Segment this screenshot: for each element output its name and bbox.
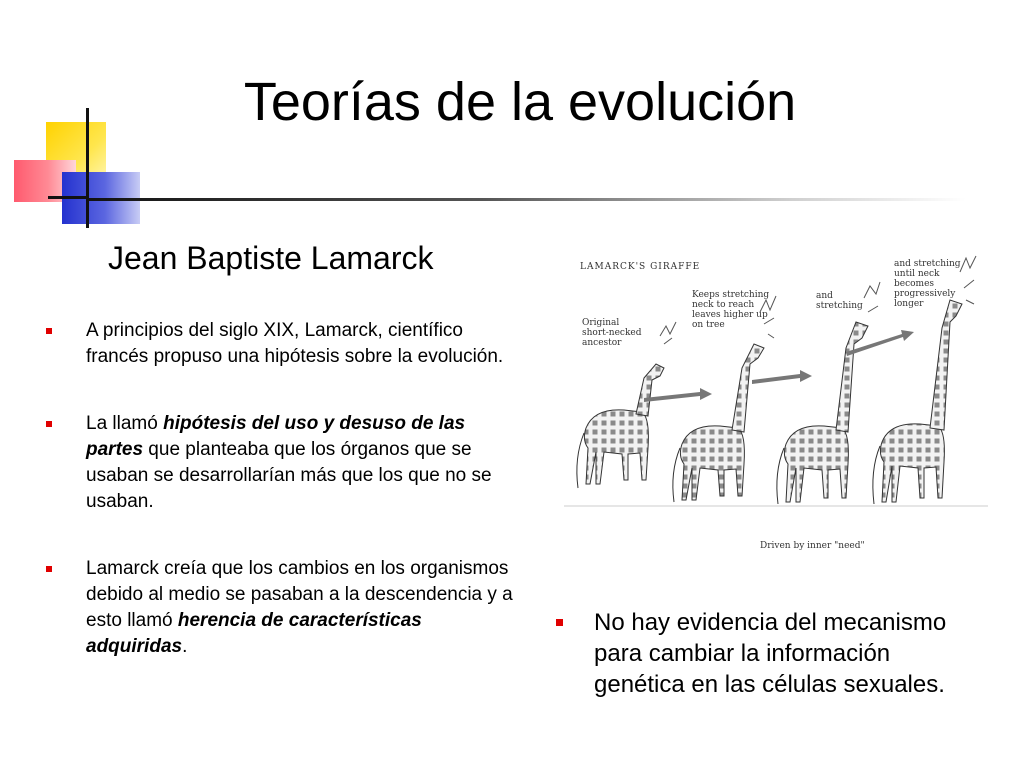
slide-title: Teorías de la evolución <box>243 72 797 132</box>
bullet-marker <box>46 421 52 427</box>
bullet-text-post: que planteaba que los órganos que se usaban se desarrollarían más que los que no se usaban. <box>86 439 492 512</box>
figure-bottom-caption: Driven by inner "need" <box>760 541 865 551</box>
slide-subtitle: Jean Baptiste Lamarck <box>108 240 434 276</box>
giraffe-1 <box>577 364 664 488</box>
bullet-list <box>46 318 516 701</box>
bullet-text: No hay evidencia del mecanismo para cambiar la información genética en las células sexuales. <box>594 609 947 698</box>
progression-arrows <box>644 330 914 402</box>
bullet-item <box>46 318 516 370</box>
bullet-marker <box>46 566 52 572</box>
figure-title: LAMARCK'S GIRAFFE <box>580 262 701 272</box>
decor-vertical-line <box>86 108 89 228</box>
bullet-text-pre: Lamarck creía que los cambios en los organismos debido al medio se pasaban a la descendencia y a esto llamó <box>86 558 513 631</box>
bullet-text-post: . <box>182 636 188 657</box>
bullet-marker <box>46 328 52 334</box>
right-bullet-list <box>556 607 976 700</box>
figure-caption: and stretching until neck becomes progressively longer <box>894 259 961 309</box>
bullet-emphasis: hipótesis del uso y desuso de las partes <box>86 413 466 460</box>
bullet-text-pre: La llamó <box>86 413 164 434</box>
giraffe-4 <box>873 300 962 504</box>
bullet-item <box>46 556 516 660</box>
figure-caption: and stretching <box>816 291 863 311</box>
giraffe-3 <box>777 322 868 504</box>
title-underline <box>86 198 966 201</box>
bullet-emphasis: herencia de características adquiridas <box>86 610 422 657</box>
bullet-item <box>46 411 516 515</box>
bullet-marker <box>556 619 563 626</box>
figure-caption: Original short-necked ancestor <box>582 318 642 348</box>
figure-caption: Keeps stretching neck to reach leaves higher up on tree <box>692 290 770 330</box>
decor-short-line <box>48 196 88 199</box>
bullet-text: A principios del siglo XIX, Lamarck, científico francés propuso una hipótesis sobre la evolución. <box>86 320 504 367</box>
giraffe-2 <box>673 344 764 502</box>
bullet-item <box>556 607 976 700</box>
